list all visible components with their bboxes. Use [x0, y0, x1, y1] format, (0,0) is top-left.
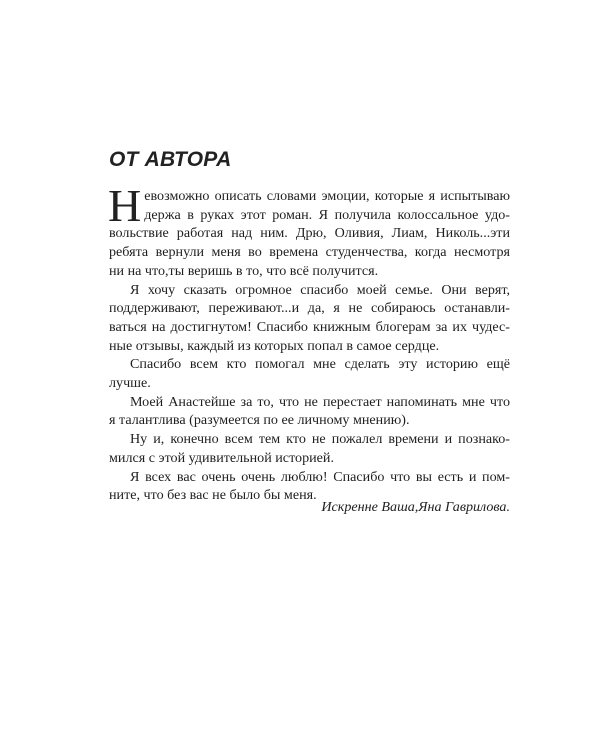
section-heading: ОТ АВТОРА	[109, 148, 232, 171]
paragraph-line: Ну и, конечно всем тем кто не пожалел времени и познако-	[130, 431, 510, 448]
author-note-body	[108, 180, 510, 505]
paragraph-3	[109, 355, 510, 392]
paragraph-line: Моей Анастейше за то, что не перестает напоминать мне что	[130, 393, 510, 410]
paragraph-line: Я хочу сказать огромное спасибо моей семье. Они верят,	[130, 281, 510, 298]
paragraph-line: евозможно описать словами эмоции, которые я испытываю	[144, 188, 510, 204]
paragraph-line: ваться на достигнутом! Спасибо книжным блогерам за их чудес-	[109, 318, 510, 335]
paragraph-line: ные отзывы, каждый из которых попал в самое сердце.	[109, 337, 440, 354]
paragraph-line: поддерживают, переживают...и да, я не собираюсь останавли-	[109, 300, 510, 317]
paragraph-line: лучше.	[109, 375, 151, 392]
paragraph-line: ребята вернули меня во времена студенчества, когда несмотря	[109, 244, 510, 261]
paragraph-5	[109, 430, 510, 467]
drop-cap: Н	[108, 180, 142, 231]
paragraph-line: ните, что без вас не было бы меня.	[109, 487, 317, 504]
paragraph-line: ни на что,ты веришь в то, что всё получится.	[109, 262, 379, 279]
paragraph-4	[109, 393, 510, 430]
paragraph-2	[109, 281, 510, 356]
paragraph-line: Спасибо всем кто помогал мне сделать эту историю ещё	[130, 356, 510, 373]
paragraph-line: вольствие работая над ним. Дрю, Оливия, Лиам, Николь...эти	[109, 225, 510, 242]
paragraph-1	[108, 180, 510, 281]
paragraph-line: мился с этой удивительной историей.	[109, 449, 334, 466]
paragraph-line: держа в руках этот роман. Я получила колоссальное удо-	[144, 206, 510, 223]
author-signature: Искренне Ваша,Яна Гаврилова.	[321, 499, 510, 515]
paragraph-line: я талантлива (разумеется по ее личному мнению).	[109, 412, 410, 429]
paragraph-line: Я всех вас очень очень люблю! Спасибо что вы есть и пом-	[130, 468, 510, 485]
